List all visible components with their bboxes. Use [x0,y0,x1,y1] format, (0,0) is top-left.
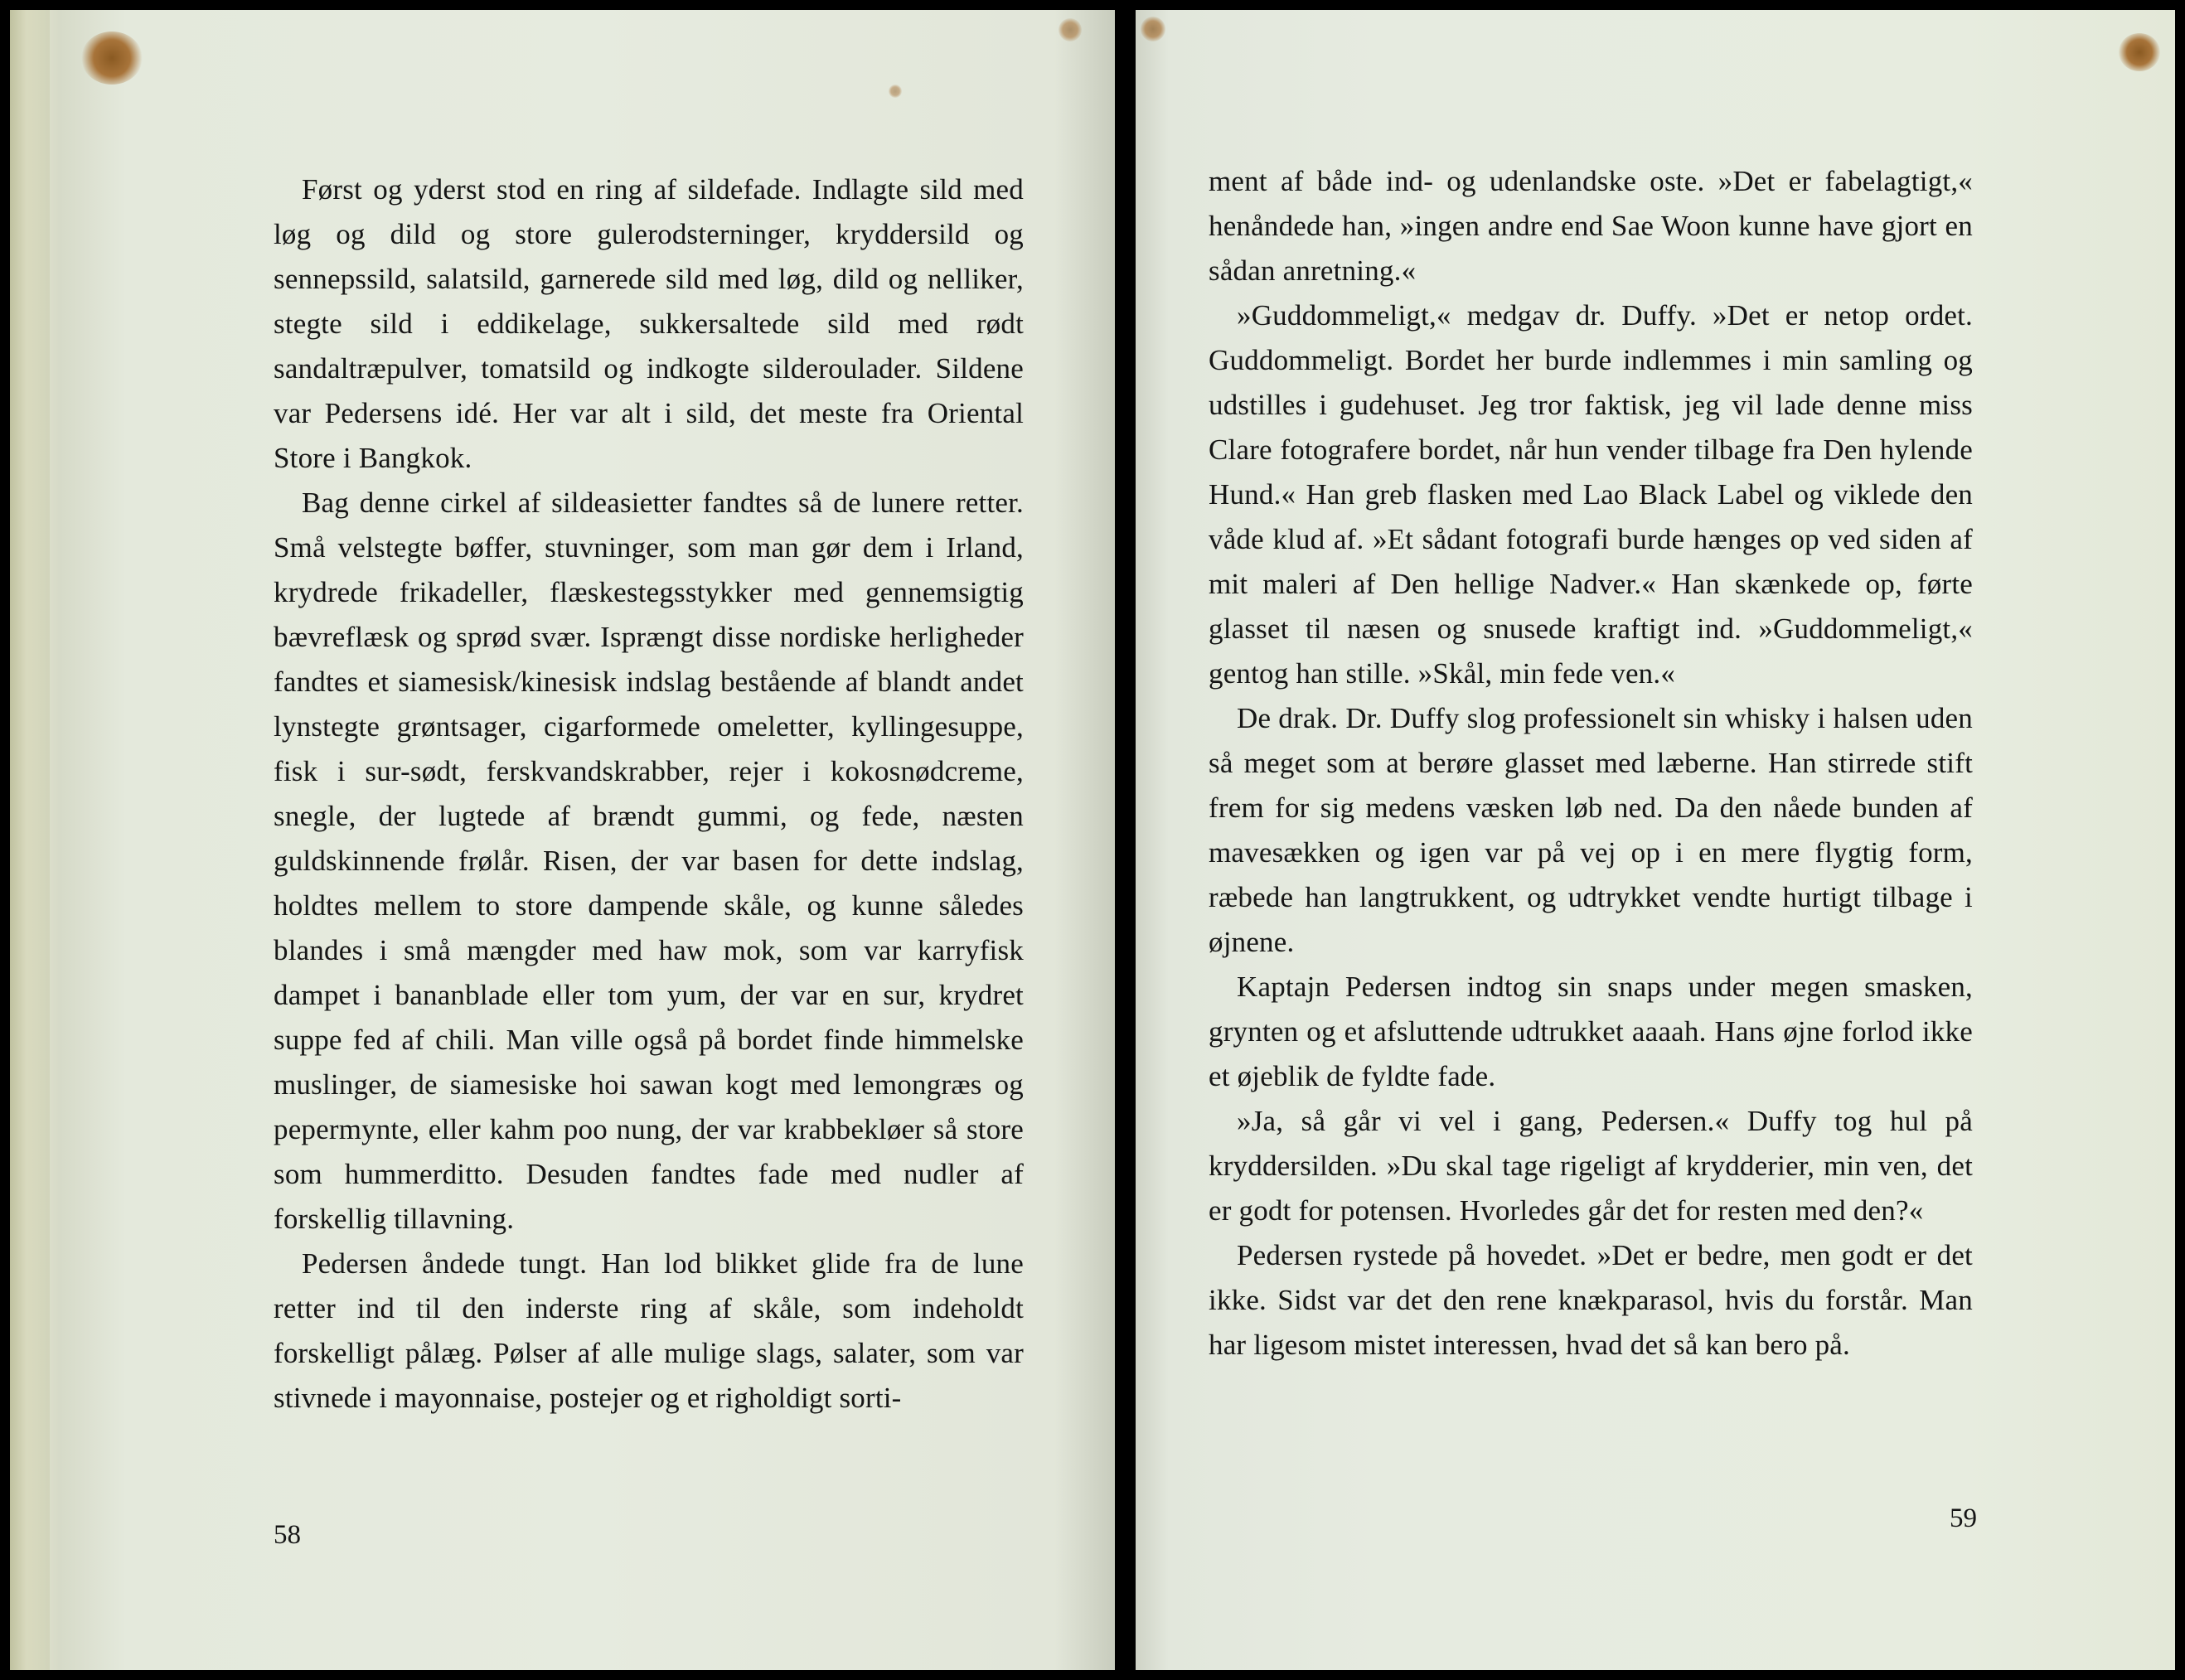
foxing-stain [81,31,143,85]
paragraph: ment af både ind- og udenlandske oste. »Det er fabelagtigt,« henåndede han, »ingen andre end Sae Woon kunne have gjort en sådan anretning.« [1209,165,1973,287]
left-page-body [274,167,1024,1421]
paragraph: Bag denne cirkel af sildeasietter fandtes så de lunere retter. Små velstegte bøffer, stuvninger, som man gør dem i Irland, krydrede frikadeller, flæskestegsstykker med gennemsigtig bævreflæsk og sprød svær. Isprængt disse nordiske herligheder fandtes et siamesisk/kinesisk indslag bestående af blandt andet lynstegte grøntsager, cigarformede omeletter, kyllingesuppe, fisk i sur-sødt, ferskvandskrabber, rejer i kokosnødcreme, snegle, der lugtede af brændt gummi, og fede, næsten guldskinnende frølår. Risen, der var basen for dette indslag, holdtes mellem to store dampende skåle, og kunne således blandes i små mængder med haw mok, som var karryfisk dampet i bananblade eller tom yum, der var en sur, krydret suppe fed af chili. Man ville også på bordet finde himmelske muslinger, de siamesiske hoi sawan kogt med lemongræs og pepermynte, eller kahm poo nung, der var krabbekløer så store som hummerditto. Desuden fandtes fade med nudler af forskellig tillavning. [274,487,1024,1235]
paragraph: Pedersen åndede tungt. Han lod blikket glide fra de lune retter ind til den inderste ring af skåle, som indeholdt forskelligt pålæg. Pølser af alle mulige slags, salater, som var stivnede i mayonnaise, postejer og et righoldigt sorti- [274,1247,1024,1414]
paragraph: »Guddommeligt,« medgav dr. Duffy. »Det er netop ordet. Guddommeligt. Bordet her burde indlemmes i min samling og udstilles i gudehuset. Jeg tror faktisk, jeg vil lade denne miss Clare fotografere bordet, når hun vender tilbage fra Den hylende Hund.« Han greb flasken med Lao Black Label og viklede den våde klud af. »Et sådant fotografi burde hænges op ved siden af mit maleri af Den hellige Nadver.« Han skænkede op, førte glasset til næsen og snusede kraftigt ind. »Guddommeligt,« gentog han stille. »Skål, min fede ven.« [1209,299,1973,690]
page-edge [10,10,50,1670]
foxing-stain [2119,33,2160,71]
foxing-stain [1141,17,1165,41]
paragraph: Pedersen rystede på hovedet. »Det er bedre, men godt er det ikke. Sidst var det den rene knækparasol, hvis du forstår. Man har ligesom mistet interessen, hvad det så kan bero på. [1209,1239,1973,1361]
page-number: 59 [1950,1503,1977,1533]
paragraph: Først og yderst stod en ring af sildefade. Indlagte sild med løg og dild og store gulerodsterninger, kryddersild og sennepssild, salatsild, garnerede sild med løg, dild og nelliker, stegte sild i eddikelage, sukkersaltede sild med rødt sandaltræpulver, tomatsild og indkogte silderoulader. Sildene var Pedersens idé. Her var alt i sild, det meste fra Oriental Store i Bangkok. [274,173,1024,474]
paragraph: »Ja, så går vi vel i gang, Pedersen.« Duffy tog hul på kryddersilden. »Du skal tage rigeligt af krydderier, min ven, det er godt for potensen. Hvorledes går det for resten med den?« [1209,1105,1973,1227]
foxing-stain [1059,18,1082,41]
right-page [1136,10,2175,1670]
right-page-body [1209,159,1973,1368]
paragraph: Kaptajn Pedersen indtog sin snaps under megen smasken, grynten og et afsluttende udtrukket aaaah. Hans øjne forlod ikke et øjeblik de fyldte fade. [1209,971,1973,1092]
paragraph: De drak. Dr. Duffy slog professionelt sin whisky i halsen uden så meget som at berøre glasset med læberne. Han stirrede stift frem for sig medens væsken løb ned. Da den nåede bunden af mavesækken og igen var på vej op i en mere flygtig form, ræbede han langtrukkent, og udtrykket vendte hurtigt tilbage i øjnene. [1209,702,1973,958]
page-number: 58 [274,1520,301,1550]
foxing-stain [889,85,902,98]
left-page [10,10,1115,1670]
